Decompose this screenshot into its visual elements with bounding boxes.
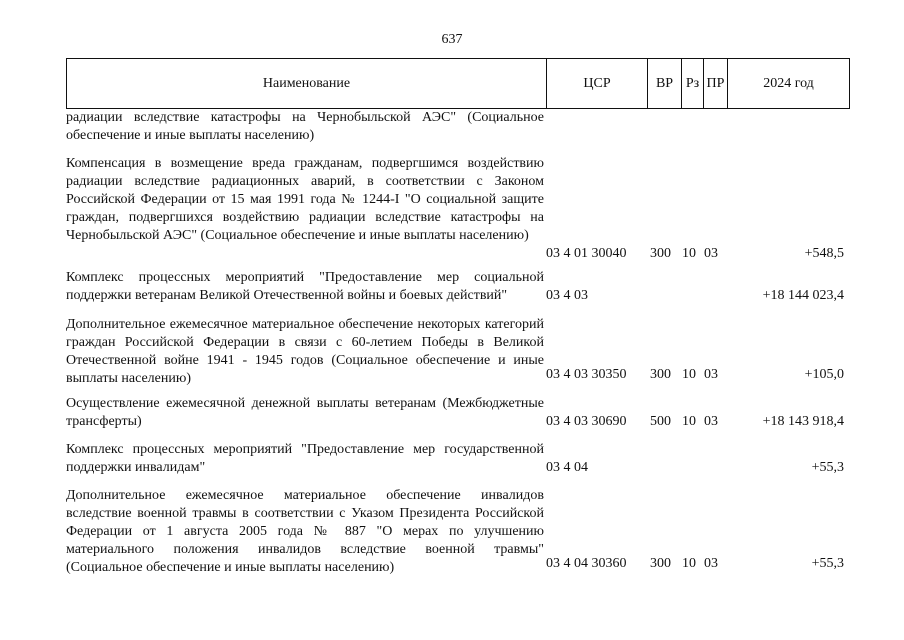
row-rz: 10 [682, 414, 696, 429]
row-pr: 03 [704, 246, 718, 261]
row-name: Комплекс процессных мероприятий "Предоставление мер социальной поддержки ветеранам Великой Отечественной войны и боевых действий" [66, 270, 544, 303]
row-amount: +105,0 [804, 367, 844, 382]
row-csr: 03 4 03 30690 [546, 414, 627, 429]
row-amount: +548,5 [804, 246, 844, 261]
table-row [66, 109, 849, 145]
header-name: Наименование [67, 59, 547, 109]
row-name: Дополнительное ежемесячное материальное обеспечение инвалидов вследствие военной травмы в соответствии с Указом Президента Российской Федерации от 1 августа 2005 года № 887 "О мерах по улучшению материального положения инвалидов вследствие военной травмы" (Социальное обеспечение и иные выплаты населению) [66, 488, 544, 575]
row-csr: 03 4 03 30350 [546, 367, 627, 382]
table-row [66, 487, 849, 577]
row-amount: +55,3 [811, 556, 844, 571]
row-name: Комплекс процессных мероприятий "Предоставление мер государственной поддержки инвалидам" [66, 442, 544, 475]
table-header [66, 58, 850, 109]
row-rz: 10 [682, 367, 696, 382]
row-vr: 300 [650, 246, 671, 261]
row-csr: 03 4 04 30360 [546, 556, 627, 571]
row-csr: 03 4 01 30040 [546, 246, 627, 261]
row-amount: +18 144 023,4 [762, 288, 844, 303]
row-vr: 300 [650, 367, 671, 382]
row-name: Осуществление ежемесячной денежной выплаты ветеранам (Межбюджетные трансферты) [66, 396, 544, 429]
table-row [66, 441, 849, 477]
row-amount: +55,3 [811, 460, 844, 475]
row-name: Дополнительное ежемесячное материальное обеспечение некоторых категорий граждан Российской Федерации в связи с 60-летием Победы в Великой Отечественной войне 1941 - 1945 годов (Социальное обеспечение и иные выплаты населению) [66, 317, 544, 386]
header-year: 2024 год [728, 59, 850, 109]
row-name: Компенсация в возмещение вреда гражданам, подвергшимся воздействию радиации вследствие радиационных аварий, в соответствии с Законом Российской Федерации от 15 мая 1991 года № 1244-I "О социальной защите граждан, подвергшихся воздействию радиации вследствие катастрофы на Чернобыльской АЭС" (Социальное обеспечение и иные выплаты населению) [66, 156, 544, 243]
table-row [66, 395, 849, 431]
table-row [66, 269, 849, 305]
table-row [66, 155, 849, 263]
row-rz: 10 [682, 556, 696, 571]
row-csr: 03 4 03 [546, 288, 588, 303]
table-row [66, 316, 849, 388]
row-name: радиации вследствие катастрофы на Чернобыльской АЭС" (Социальное обеспечение и иные выплаты населению) [66, 110, 544, 143]
header-csr: ЦСР [547, 59, 648, 109]
row-csr: 03 4 04 [546, 460, 588, 475]
header-vr: ВР [648, 59, 682, 109]
row-vr: 300 [650, 556, 671, 571]
row-pr: 03 [704, 556, 718, 571]
row-vr: 500 [650, 414, 671, 429]
row-amount: +18 143 918,4 [762, 414, 844, 429]
page-number: 637 [441, 32, 463, 47]
header-rz: Рз [682, 59, 704, 109]
row-pr: 03 [704, 367, 718, 382]
row-rz: 10 [682, 246, 696, 261]
header-pr: ПР [704, 59, 728, 109]
row-pr: 03 [704, 414, 718, 429]
